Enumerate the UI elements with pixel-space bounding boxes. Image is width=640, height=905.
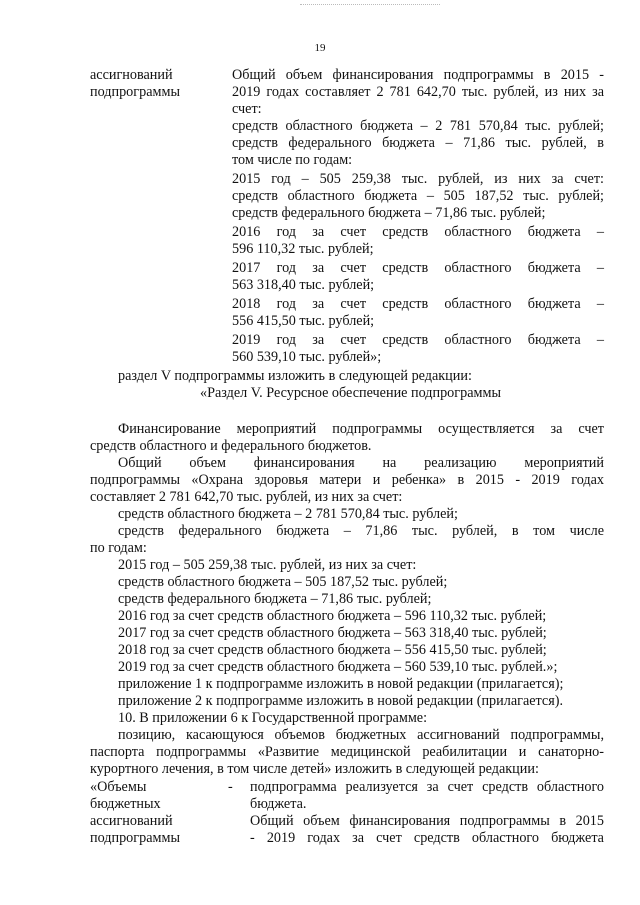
top-right-cell-line: 2019 год за счет средств областного бюджета – [232,332,604,348]
bottom-right-cell-line: подпрограмма реализуется за счет средств областного [250,779,604,795]
top-right-cell-line: 563 318,40 тыс. рублей; [232,277,375,293]
body-line: 2018 год за счет средств областного бюджета – 556 415,50 тыс. рублей; [118,642,547,658]
top-right-cell-line: счет: [232,101,262,117]
body-line: средств областного бюджета – 505 187,52 тыс. рублей; [118,574,448,590]
bottom-left-cell-line: ассигнований [90,813,173,829]
bottom-left-cell-line: «Объемы [90,779,147,795]
bottom-dash: - [228,779,233,795]
body-line: 2017 год за счет средств областного бюджета – 563 318,40 тыс. рублей; [118,625,547,641]
body-line: составляет 2 781 642,70 тыс. рублей, из них за счет: [90,489,403,505]
bottom-left-cell-line: бюджетных [90,796,161,812]
top-right-cell-line: 596 110,32 тыс. рублей; [232,241,374,257]
body-line: приложение 1 к подпрограмме изложить в новой редакции (прилагается); [118,676,564,692]
bottom-right-cell-line: Общий объем финансирования подпрограммы в 2015 [250,813,604,829]
top-right-cell-line: средств федерального бюджета – 71,86 тыс. рублей, в [232,135,604,151]
top-right-cell-line: 2018 год за счет средств областного бюджета – [232,296,604,312]
top-right-cell-line: средств областного бюджета – 2 781 570,84 тыс. рублей; [232,118,604,134]
body-line: 2016 год за счет средств областного бюджета – 596 110,32 тыс. рублей; [118,608,547,624]
top-right-cell-line: 560 539,10 тыс. рублей»; [232,349,382,365]
body-line: 2019 год за счет средств областного бюджета – 560 539,10 тыс. рублей.»; [118,659,558,675]
top-right-cell-line: 556 415,50 тыс. рублей; [232,313,375,329]
section-heading: «Раздел V. Ресурсное обеспечение подпрограммы [200,385,501,401]
body-line: подпрограммы «Охрана здоровья матери и ребенка» в 2015 - 2019 годах [90,472,604,488]
bottom-right-cell-line: бюджета. [250,796,307,812]
body-line: средств федерального бюджета – 71,86 тыс. рублей; [118,591,432,607]
top-right-cell-line: 2019 годах составляет 2 781 642,70 тыс. рублей, из них за [232,84,604,100]
top-right-cell-line: 2017 год за счет средств областного бюджета – [232,260,604,276]
body-line: Общий объем финансирования на реализацию мероприятий [118,455,604,471]
page-number: 19 [314,42,326,54]
bottom-right-cell-line: - 2019 годах за счет средств областного бюджета [250,830,604,846]
top-right-cell-line: средств федерального бюджета – 71,86 тыс. рублей; [232,205,546,221]
body-line: средств федерального бюджета – 71,86 тыс. рублей, в том числе [118,523,604,539]
body-line: 10. В приложении 6 к Государственной программе: [118,710,428,726]
body-line: приложение 2 к подпрограмме изложить в новой редакции (прилагается). [118,693,563,709]
top-right-cell-line: том числе по годам: [232,152,353,168]
body-line: курортного лечения, в том числе детей» изложить в следующей редакции: [90,761,539,777]
body-line: позицию, касающуюся объемов бюджетных ассигнований подпрограммы, [118,727,604,743]
top-right-cell-line: 2015 год – 505 259,38 тыс. рублей, из них за счет: [232,171,604,187]
body-line: паспорта подпрограммы «Развитие медицинской реабилитации и санаторно- [90,744,604,760]
bottom-left-cell-line: подпрограммы [90,830,180,846]
top-right-cell-line: Общий объем финансирования подпрограммы в 2015 - [232,67,604,83]
body-line: средств областного и федерального бюджетов. [90,438,372,454]
body-line: средств областного бюджета – 2 781 570,84 тыс. рублей; [118,506,458,522]
top-left-cell-line: ассигнований [90,67,173,83]
body-line: 2015 год – 505 259,38 тыс. рублей, из них за счет: [118,557,417,573]
scan-artifact [300,4,440,7]
body-line: по годам: [90,540,147,556]
top-right-cell-line: 2016 год за счет средств областного бюджета – [232,224,604,240]
body-line: Финансирование мероприятий подпрограммы осуществляется за счет [118,421,604,437]
section-instruction: раздел V подпрограммы изложить в следующей редакции: [118,368,472,384]
top-left-cell-line: подпрограммы [90,84,180,100]
top-right-cell-line: средств областного бюджета – 505 187,52 тыс. рублей; [232,188,604,204]
